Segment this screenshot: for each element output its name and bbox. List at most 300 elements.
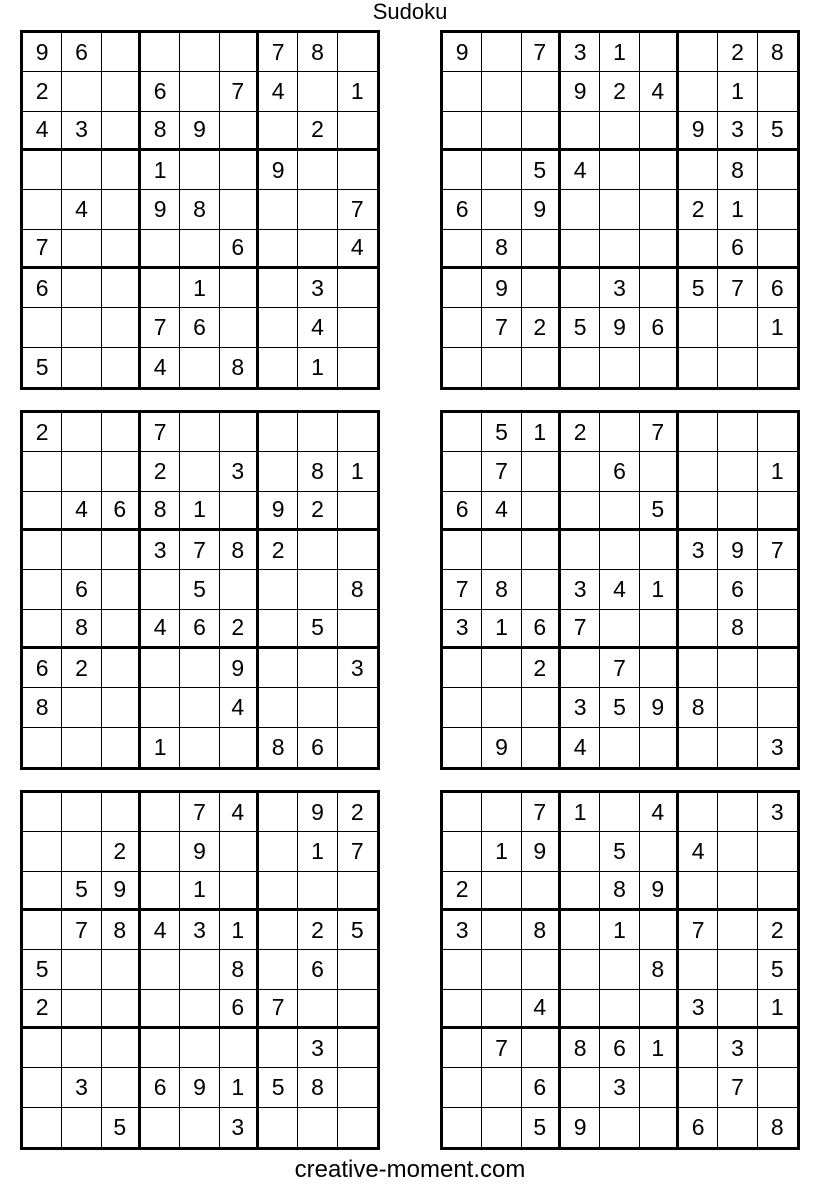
sudoku-cell[interactable]: 1: [141, 151, 180, 190]
sudoku-cell[interactable]: 1: [298, 348, 337, 387]
sudoku-cell[interactable]: [679, 72, 718, 111]
sudoku-cell[interactable]: [298, 190, 337, 229]
sudoku-cell[interactable]: [640, 911, 679, 950]
sudoku-cell[interactable]: 4: [220, 688, 259, 727]
sudoku-cell[interactable]: [259, 348, 298, 387]
sudoku-cell[interactable]: 8: [298, 1068, 337, 1107]
sudoku-cell[interactable]: [758, 832, 797, 871]
sudoku-cell[interactable]: 9: [600, 308, 639, 347]
sudoku-cell[interactable]: 7: [220, 72, 259, 111]
sudoku-cell[interactable]: 5: [522, 1108, 561, 1147]
sudoku-cell[interactable]: 2: [102, 832, 141, 871]
sudoku-cell[interactable]: [220, 190, 259, 229]
sudoku-cell[interactable]: 8: [23, 688, 62, 727]
sudoku-cell[interactable]: [718, 348, 757, 387]
sudoku-cell[interactable]: [522, 112, 561, 151]
sudoku-cell[interactable]: 9: [259, 492, 298, 531]
sudoku-cell[interactable]: 8: [259, 728, 298, 767]
sudoku-cell[interactable]: 7: [141, 308, 180, 347]
sudoku-cell[interactable]: [600, 492, 639, 531]
sudoku-cell[interactable]: [102, 1068, 141, 1107]
sudoku-cell[interactable]: [338, 33, 377, 72]
sudoku-cell[interactable]: 9: [180, 112, 219, 151]
sudoku-cell[interactable]: 5: [259, 1068, 298, 1107]
sudoku-cell[interactable]: 8: [770, 1113, 784, 1140]
sudoku-cell[interactable]: 4: [482, 492, 521, 531]
sudoku-cell[interactable]: [561, 531, 600, 570]
sudoku-cell[interactable]: 7: [482, 308, 521, 347]
sudoku-cell[interactable]: [23, 872, 62, 911]
sudoku-cell[interactable]: [102, 230, 141, 269]
sudoku-cell[interactable]: [679, 649, 718, 688]
sudoku-cell[interactable]: 5: [522, 151, 561, 190]
sudoku-cell[interactable]: [180, 452, 219, 491]
sudoku-cell[interactable]: 6: [23, 649, 62, 688]
sudoku-cell[interactable]: [679, 348, 718, 387]
sudoku-cell[interactable]: 7: [482, 1029, 521, 1068]
sudoku-cell[interactable]: [640, 348, 679, 387]
sudoku-cell[interactable]: [220, 832, 259, 871]
sudoku-cell[interactable]: 1: [482, 610, 521, 649]
sudoku-cell[interactable]: [482, 348, 521, 387]
sudoku-cell[interactable]: [443, 72, 482, 111]
sudoku-cell[interactable]: 7: [62, 911, 101, 950]
sudoku-cell[interactable]: 3: [679, 531, 718, 570]
sudoku-cell[interactable]: 3: [338, 649, 377, 688]
sudoku-cell[interactable]: 4: [141, 911, 180, 950]
sudoku-cell[interactable]: 3: [561, 688, 600, 727]
sudoku-cell[interactable]: 9: [102, 872, 141, 911]
sudoku-cell[interactable]: 3: [561, 33, 600, 72]
sudoku-cell[interactable]: [220, 413, 259, 452]
sudoku-cell[interactable]: 3: [600, 269, 639, 308]
sudoku-cell[interactable]: [62, 151, 101, 190]
sudoku-cell[interactable]: [338, 688, 377, 727]
sudoku-cell[interactable]: [522, 492, 561, 531]
sudoku-cell[interactable]: 8: [141, 492, 180, 531]
sudoku-cell[interactable]: 3: [679, 990, 718, 1029]
sudoku-cell[interactable]: [679, 1029, 718, 1068]
sudoku-cell[interactable]: [600, 950, 639, 989]
sudoku-cell[interactable]: [640, 190, 679, 229]
sudoku-cell[interactable]: [718, 1108, 757, 1147]
sudoku-cell[interactable]: 9: [23, 33, 62, 72]
sudoku-cell[interactable]: 9: [220, 649, 259, 688]
sudoku-cell[interactable]: [141, 832, 180, 871]
sudoku-cell[interactable]: [679, 570, 718, 609]
sudoku-cell[interactable]: [482, 1108, 521, 1147]
sudoku-cell[interactable]: 5: [600, 688, 639, 727]
sudoku-cell[interactable]: [259, 190, 298, 229]
sudoku-cell[interactable]: [443, 348, 482, 387]
sudoku-cell[interactable]: [220, 112, 259, 151]
sudoku-cell[interactable]: 8: [338, 570, 377, 609]
sudoku-cell[interactable]: [758, 1068, 797, 1107]
sudoku-cell[interactable]: 7: [338, 832, 377, 871]
sudoku-cell[interactable]: [718, 872, 757, 911]
sudoku-cell[interactable]: [640, 230, 679, 269]
sudoku-cell[interactable]: 9: [522, 832, 561, 871]
sudoku-cell[interactable]: 1: [180, 492, 219, 531]
sudoku-cell[interactable]: [180, 990, 219, 1029]
sudoku-cell[interactable]: 4: [141, 610, 180, 649]
sudoku-cell[interactable]: [62, 990, 101, 1029]
sudoku-cell[interactable]: [62, 793, 101, 832]
sudoku-cell[interactable]: 7: [758, 531, 797, 570]
sudoku-cell[interactable]: 3: [141, 531, 180, 570]
sudoku-cell[interactable]: [679, 872, 718, 911]
sudoku-cell[interactable]: [259, 688, 298, 727]
sudoku-cell[interactable]: [640, 452, 679, 491]
sudoku-cell[interactable]: [259, 1108, 298, 1147]
sudoku-cell[interactable]: [141, 269, 180, 308]
sudoku-cell[interactable]: [600, 190, 639, 229]
sudoku-cell[interactable]: [600, 413, 639, 452]
sudoku-cell[interactable]: [522, 1029, 561, 1068]
sudoku-cell[interactable]: 1: [141, 728, 180, 767]
sudoku-cell[interactable]: [180, 728, 219, 767]
sudoku-cell[interactable]: [482, 1068, 521, 1107]
sudoku-cell[interactable]: 5: [561, 308, 600, 347]
sudoku-cell[interactable]: [180, 33, 219, 72]
sudoku-cell[interactable]: [443, 832, 482, 871]
sudoku-cell[interactable]: [338, 950, 377, 989]
sudoku-cell[interactable]: 7: [718, 269, 757, 308]
sudoku-cell[interactable]: 3: [758, 793, 797, 832]
sudoku-cell[interactable]: 8: [220, 348, 259, 387]
sudoku-cell[interactable]: 2: [600, 72, 639, 111]
sudoku-cell[interactable]: [482, 990, 521, 1029]
sudoku-cell[interactable]: 7: [259, 33, 298, 72]
sudoku-cell[interactable]: 2: [522, 308, 561, 347]
sudoku-cell[interactable]: 6: [600, 1029, 639, 1068]
sudoku-cell[interactable]: [443, 728, 482, 767]
sudoku-cell[interactable]: 3: [62, 112, 101, 151]
sudoku-cell[interactable]: 1: [561, 793, 600, 832]
sudoku-cell[interactable]: 8: [220, 950, 259, 989]
sudoku-cell[interactable]: [443, 1029, 482, 1068]
sudoku-cell[interactable]: [180, 950, 219, 989]
sudoku-cell[interactable]: [718, 649, 757, 688]
sudoku-cell[interactable]: [141, 33, 180, 72]
sudoku-cell[interactable]: [718, 793, 757, 832]
sudoku-cell[interactable]: 7: [679, 911, 718, 950]
sudoku-cell[interactable]: 7: [443, 570, 482, 609]
sudoku-cell[interactable]: [338, 112, 377, 151]
sudoku-cell[interactable]: 9: [679, 112, 718, 151]
sudoku-cell[interactable]: 1: [758, 990, 797, 1029]
sudoku-cell[interactable]: [640, 610, 679, 649]
sudoku-cell[interactable]: [141, 950, 180, 989]
sudoku-cell[interactable]: [679, 492, 718, 531]
sudoku-cell[interactable]: [679, 452, 718, 491]
sudoku-cell[interactable]: [298, 72, 337, 111]
sudoku-cell[interactable]: [561, 112, 600, 151]
sudoku-cell[interactable]: [718, 832, 757, 871]
sudoku-cell[interactable]: 2: [259, 531, 298, 570]
sudoku-cell[interactable]: 9: [180, 1068, 219, 1107]
sudoku-cell[interactable]: 4: [679, 832, 718, 871]
sudoku-cell[interactable]: [62, 269, 101, 308]
sudoku-cell[interactable]: [298, 649, 337, 688]
sudoku-cell[interactable]: [718, 413, 757, 452]
sudoku-cell[interactable]: [443, 990, 482, 1029]
sudoku-cell[interactable]: [758, 413, 797, 452]
sudoku-cell[interactable]: [679, 33, 718, 72]
sudoku-cell[interactable]: 8: [298, 452, 337, 491]
sudoku-cell[interactable]: 5: [23, 950, 62, 989]
sudoku-cell[interactable]: [679, 610, 718, 649]
sudoku-cell[interactable]: 9: [298, 793, 337, 832]
sudoku-cell[interactable]: [180, 649, 219, 688]
sudoku-cell[interactable]: [561, 911, 600, 950]
sudoku-cell[interactable]: [482, 688, 521, 727]
sudoku-cell[interactable]: [482, 72, 521, 111]
sudoku-cell[interactable]: 2: [758, 911, 797, 950]
sudoku-cell[interactable]: 1: [758, 452, 797, 491]
sudoku-cell[interactable]: [102, 728, 141, 767]
sudoku-cell[interactable]: [220, 151, 259, 190]
sudoku-cell[interactable]: [259, 413, 298, 452]
sudoku-cell[interactable]: [640, 151, 679, 190]
sudoku-cell[interactable]: 3: [220, 1108, 259, 1147]
sudoku-cell[interactable]: [640, 728, 679, 767]
sudoku-cell[interactable]: [180, 413, 219, 452]
sudoku-cell[interactable]: 5: [758, 950, 797, 989]
sudoku-cell[interactable]: 6: [102, 492, 141, 531]
sudoku-cell[interactable]: [338, 1108, 377, 1147]
sudoku-cell[interactable]: 2: [443, 872, 482, 911]
sudoku-cell[interactable]: [23, 308, 62, 347]
sudoku-cell[interactable]: [102, 570, 141, 609]
sudoku-cell[interactable]: [522, 348, 561, 387]
sudoku-cell[interactable]: 4: [23, 112, 62, 151]
sudoku-cell[interactable]: [23, 570, 62, 609]
sudoku-cell[interactable]: [758, 688, 797, 727]
sudoku-cell[interactable]: [338, 413, 377, 452]
sudoku-cell[interactable]: 6: [23, 269, 62, 308]
sudoku-cell[interactable]: [482, 950, 521, 989]
sudoku-cell[interactable]: [522, 269, 561, 308]
sudoku-cell[interactable]: [259, 649, 298, 688]
sudoku-cell[interactable]: 6: [62, 570, 101, 609]
sudoku-cell[interactable]: [338, 151, 377, 190]
sudoku-cell[interactable]: [718, 452, 757, 491]
sudoku-cell[interactable]: 4: [640, 793, 679, 832]
sudoku-cell[interactable]: [62, 688, 101, 727]
sudoku-cell[interactable]: [758, 1029, 797, 1068]
sudoku-cell[interactable]: [102, 452, 141, 491]
sudoku-cell[interactable]: [522, 688, 561, 727]
sudoku-cell[interactable]: [180, 348, 219, 387]
sudoku-cell[interactable]: [220, 728, 259, 767]
sudoku-cell[interactable]: [522, 72, 561, 111]
sudoku-cell[interactable]: 3: [718, 112, 757, 151]
sudoku-cell[interactable]: 7: [23, 230, 62, 269]
sudoku-cell[interactable]: 9: [640, 688, 679, 727]
sudoku-cell[interactable]: [62, 832, 101, 871]
sudoku-cell[interactable]: 5: [180, 570, 219, 609]
sudoku-cell[interactable]: [102, 33, 141, 72]
sudoku-cell[interactable]: [600, 112, 639, 151]
sudoku-cell[interactable]: 9: [180, 832, 219, 871]
sudoku-cell[interactable]: [62, 452, 101, 491]
sudoku-cell[interactable]: [561, 269, 600, 308]
sudoku-cell[interactable]: 1: [180, 872, 219, 911]
sudoku-cell[interactable]: [259, 570, 298, 609]
sudoku-cell[interactable]: [758, 610, 797, 649]
sudoku-cell[interactable]: 2: [679, 190, 718, 229]
sudoku-cell[interactable]: [62, 1108, 101, 1147]
sudoku-cell[interactable]: [259, 832, 298, 871]
sudoku-cell[interactable]: 6: [640, 308, 679, 347]
sudoku-cell[interactable]: [141, 688, 180, 727]
sudoku-cell[interactable]: [758, 872, 797, 911]
sudoku-cell[interactable]: [338, 1029, 377, 1068]
sudoku-cell[interactable]: [443, 649, 482, 688]
sudoku-cell[interactable]: [522, 452, 561, 491]
sudoku-cell[interactable]: [141, 793, 180, 832]
sudoku-cell[interactable]: [338, 531, 377, 570]
sudoku-cell[interactable]: [758, 230, 797, 269]
sudoku-cell[interactable]: [141, 990, 180, 1029]
sudoku-cell[interactable]: 3: [561, 570, 600, 609]
sudoku-cell[interactable]: [522, 531, 561, 570]
sudoku-cell[interactable]: 1: [482, 832, 521, 871]
sudoku-cell[interactable]: [102, 112, 141, 151]
sudoku-cell[interactable]: [259, 230, 298, 269]
sudoku-cell[interactable]: [679, 151, 718, 190]
sudoku-cell[interactable]: [443, 1108, 482, 1147]
sudoku-cell[interactable]: 9: [718, 531, 757, 570]
sudoku-cell[interactable]: [259, 872, 298, 911]
sudoku-cell[interactable]: [640, 33, 679, 72]
sudoku-cell[interactable]: 7: [180, 531, 219, 570]
sudoku-cell[interactable]: 5: [338, 911, 377, 950]
sudoku-cell[interactable]: 1: [298, 832, 337, 871]
sudoku-cell[interactable]: [522, 872, 561, 911]
sudoku-cell[interactable]: 1: [338, 72, 377, 111]
sudoku-cell[interactable]: [259, 112, 298, 151]
sudoku-cell[interactable]: 3: [718, 1029, 757, 1068]
sudoku-cell[interactable]: 6: [220, 230, 259, 269]
sudoku-cell[interactable]: 5: [679, 269, 718, 308]
sudoku-cell[interactable]: 3: [62, 1068, 101, 1107]
sudoku-cell[interactable]: [259, 911, 298, 950]
sudoku-cell[interactable]: [102, 950, 141, 989]
sudoku-cell[interactable]: 1: [522, 413, 561, 452]
sudoku-cell[interactable]: [220, 1029, 259, 1068]
sudoku-cell[interactable]: [23, 1029, 62, 1068]
sudoku-cell[interactable]: [522, 728, 561, 767]
sudoku-cell[interactable]: [600, 990, 639, 1029]
sudoku-cell[interactable]: [102, 990, 141, 1029]
sudoku-cell[interactable]: 9: [640, 872, 679, 911]
sudoku-cell[interactable]: 2: [298, 492, 337, 531]
sudoku-cell[interactable]: 7: [522, 793, 561, 832]
sudoku-cell[interactable]: [102, 348, 141, 387]
sudoku-cell[interactable]: 5: [23, 348, 62, 387]
sudoku-cell[interactable]: [298, 872, 337, 911]
sudoku-cell[interactable]: [718, 950, 757, 989]
sudoku-cell[interactable]: 6: [718, 570, 757, 609]
sudoku-cell[interactable]: [220, 308, 259, 347]
sudoku-cell[interactable]: 1: [600, 911, 639, 950]
sudoku-cell[interactable]: 4: [561, 728, 600, 767]
sudoku-cell[interactable]: [522, 230, 561, 269]
sudoku-cell[interactable]: 4: [338, 230, 377, 269]
sudoku-cell[interactable]: 6: [180, 308, 219, 347]
sudoku-cell[interactable]: [482, 793, 521, 832]
sudoku-cell[interactable]: [62, 348, 101, 387]
sudoku-cell[interactable]: [640, 832, 679, 871]
sudoku-cell[interactable]: [259, 308, 298, 347]
sudoku-cell[interactable]: 9: [141, 190, 180, 229]
sudoku-cell[interactable]: 7: [259, 990, 298, 1029]
sudoku-cell[interactable]: [600, 151, 639, 190]
sudoku-cell[interactable]: 2: [298, 112, 337, 151]
sudoku-cell[interactable]: [298, 570, 337, 609]
sudoku-cell[interactable]: 4: [141, 348, 180, 387]
sudoku-cell[interactable]: [561, 190, 600, 229]
sudoku-cell[interactable]: 1: [640, 570, 679, 609]
sudoku-cell[interactable]: [443, 112, 482, 151]
sudoku-cell[interactable]: [443, 950, 482, 989]
sudoku-cell[interactable]: [102, 531, 141, 570]
sudoku-cell[interactable]: 1: [718, 190, 757, 229]
sudoku-cell[interactable]: [600, 1108, 639, 1147]
sudoku-cell[interactable]: [23, 151, 62, 190]
sudoku-cell[interactable]: [259, 793, 298, 832]
sudoku-cell[interactable]: 8: [102, 911, 141, 950]
sudoku-cell[interactable]: [298, 688, 337, 727]
sudoku-cell[interactable]: [679, 230, 718, 269]
sudoku-cell[interactable]: [23, 1108, 62, 1147]
sudoku-cell[interactable]: [141, 1029, 180, 1068]
sudoku-cell[interactable]: [102, 269, 141, 308]
sudoku-cell[interactable]: 9: [561, 72, 600, 111]
sudoku-cell[interactable]: 2: [23, 413, 62, 452]
sudoku-cell[interactable]: [62, 531, 101, 570]
sudoku-cell[interactable]: 6: [443, 492, 482, 531]
sudoku-cell[interactable]: [141, 570, 180, 609]
sudoku-cell[interactable]: [23, 531, 62, 570]
sudoku-cell[interactable]: [338, 492, 377, 531]
sudoku-cell[interactable]: [561, 492, 600, 531]
sudoku-cell[interactable]: [640, 990, 679, 1029]
sudoku-cell[interactable]: [561, 950, 600, 989]
sudoku-cell[interactable]: [718, 688, 757, 727]
sudoku-cell[interactable]: 2: [522, 649, 561, 688]
sudoku-cell[interactable]: [23, 452, 62, 491]
sudoku-cell[interactable]: [679, 793, 718, 832]
sudoku-cell[interactable]: 8: [180, 190, 219, 229]
sudoku-cell[interactable]: [679, 1068, 718, 1107]
sudoku-cell[interactable]: 8: [718, 151, 757, 190]
sudoku-cell[interactable]: [443, 151, 482, 190]
sudoku-cell[interactable]: [102, 649, 141, 688]
sudoku-cell[interactable]: [758, 151, 797, 190]
sudoku-cell[interactable]: [102, 610, 141, 649]
sudoku-cell[interactable]: [338, 872, 377, 911]
sudoku-cell[interactable]: 6: [600, 452, 639, 491]
sudoku-cell[interactable]: 7: [141, 413, 180, 452]
sudoku-cell[interactable]: 4: [600, 570, 639, 609]
sudoku-cell[interactable]: [679, 950, 718, 989]
sudoku-cell[interactable]: [640, 1068, 679, 1107]
sudoku-cell[interactable]: 9: [561, 1108, 600, 1147]
sudoku-cell[interactable]: [758, 649, 797, 688]
